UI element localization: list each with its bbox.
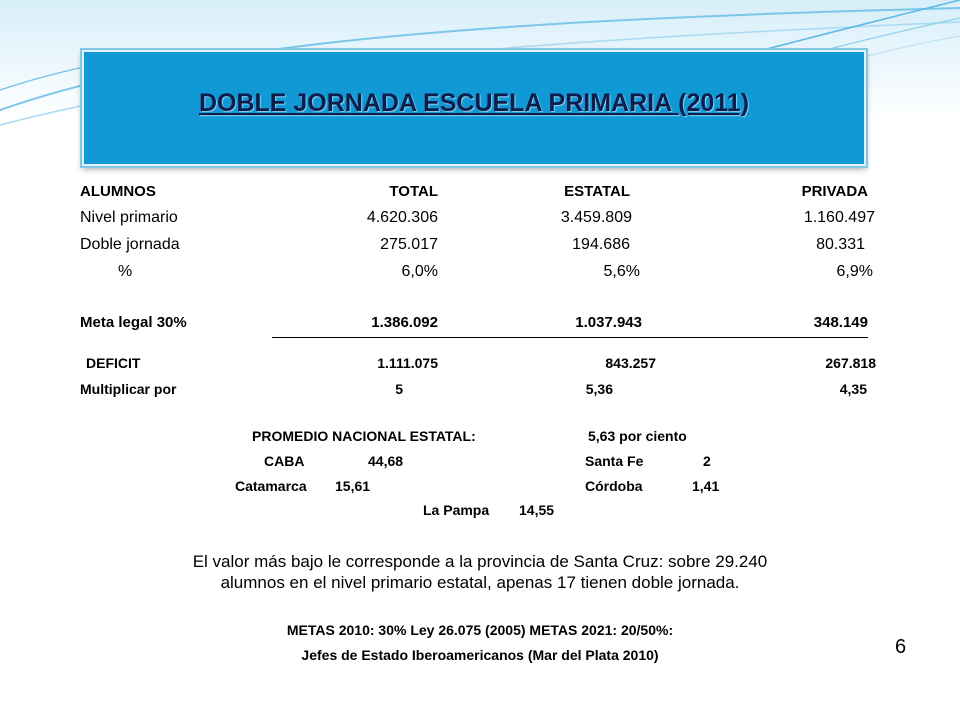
table-row [0, 209, 960, 233]
table-row [0, 263, 960, 287]
title-banner [82, 50, 866, 166]
table-header-row [0, 183, 960, 207]
header-alumnos: ALUMNOS [80, 183, 156, 200]
meta-label: Meta legal 30% [80, 314, 187, 331]
meta-underline [272, 337, 868, 338]
province-name: Santa Fe [585, 453, 644, 469]
meta-privada: 348.149 [813, 314, 868, 331]
header-estatal: ESTATAL [564, 183, 630, 200]
row-privada: 6,9% [836, 263, 873, 280]
multiplicar-estatal: 5,36 [585, 381, 613, 397]
promedio-label: PROMEDIO NACIONAL ESTATAL: [252, 428, 476, 444]
row-estatal: 5,6% [603, 263, 640, 280]
row-total: 4.620.306 [366, 209, 438, 226]
row-privada: 1.160.497 [803, 209, 875, 226]
province-row [0, 478, 960, 502]
province-name: Catamarca [235, 478, 307, 494]
deficit-total: 1.111.075 [377, 355, 438, 371]
row-label: % [118, 263, 133, 280]
province-name: CABA [264, 453, 305, 469]
row-label: Doble jornada [80, 236, 180, 253]
province-value: 14,55 [519, 502, 555, 518]
meta-estatal: 1.037.943 [575, 314, 642, 331]
promedio-value: 5,63 por ciento [588, 428, 687, 444]
row-label: Nivel primario [80, 209, 178, 226]
santa-cruz-paragraph [80, 551, 880, 593]
province-row [0, 502, 960, 526]
province-name: Córdoba [585, 478, 643, 494]
row-privada: 80.331 [816, 236, 865, 253]
metas-line-1: METAS 2010: 30% Ley 26.075 (2005) METAS 2021: 20/50%: [286, 622, 674, 638]
header-total: TOTAL [389, 183, 438, 200]
row-estatal: 194.686 [572, 236, 630, 253]
province-row [0, 453, 960, 477]
row-total: 6,0% [401, 263, 438, 280]
province-value: 15,61 [335, 478, 371, 494]
paragraph-line-1: El valor más bajo le corresponde a la provincia de Santa Cruz: sobre 29.240 [192, 552, 768, 571]
page-number: 6 [895, 636, 907, 658]
province-value: 44,68 [368, 453, 404, 469]
deficit-label: DEFICIT [86, 355, 141, 371]
multiplicar-label: Multiplicar por [80, 381, 177, 397]
deficit-row [0, 355, 960, 379]
meta-total: 1.386.092 [371, 314, 438, 331]
deficit-privada: 267.818 [825, 355, 876, 371]
deficit-estatal: 843.257 [605, 355, 656, 371]
multiplicar-total: 5 [395, 381, 403, 397]
multiplicar-privada: 4,35 [839, 381, 867, 397]
province-value: 1,41 [692, 478, 720, 494]
row-estatal: 3.459.809 [560, 209, 632, 226]
header-privada: PRIVADA [801, 183, 868, 200]
row-total: 275.017 [380, 236, 438, 253]
metas-line-2: Jefes de Estado Iberoamericanos (Mar del Plata 2010) [301, 647, 659, 663]
table-row [0, 236, 960, 260]
promedio-row [0, 428, 960, 452]
multiplicar-row [0, 381, 960, 405]
page-title: DOBLE JORNADA ESCUELA PRIMARIA (2011) [198, 88, 750, 117]
paragraph-line-2: alumnos en el nivel primario estatal, apenas 17 tienen doble jornada. [220, 573, 740, 592]
province-name: La Pampa [423, 502, 490, 518]
province-value: 2 [703, 453, 711, 469]
meta-row [0, 314, 960, 338]
